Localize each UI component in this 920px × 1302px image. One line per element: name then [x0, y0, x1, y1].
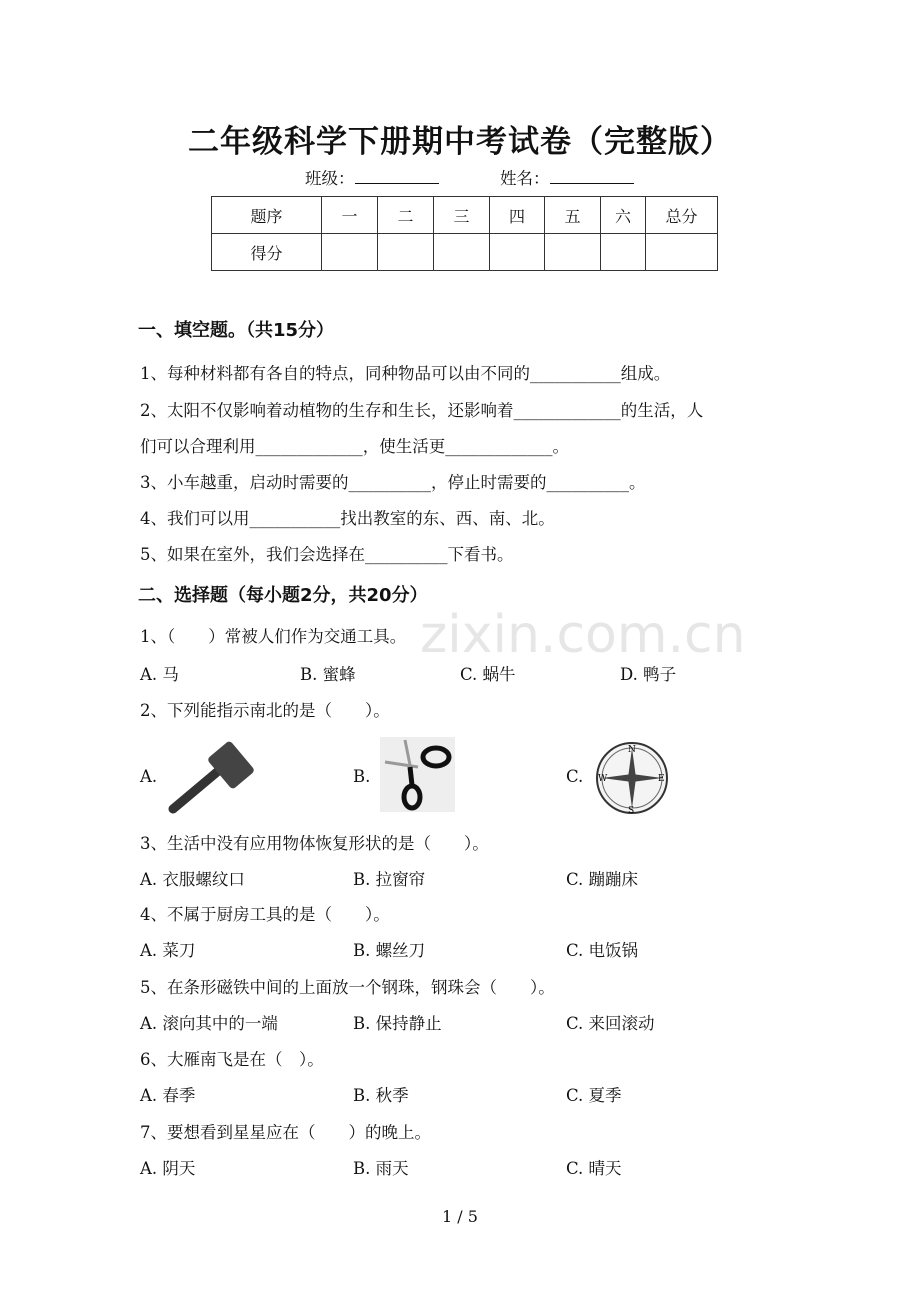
- option: B. 拉窗帘: [353, 870, 426, 889]
- question: 4、不属于厨房工具的是（ ）。: [140, 905, 390, 924]
- option: A.: [140, 767, 158, 786]
- table-header-cell: 六: [601, 197, 646, 234]
- option: B. 蜜蜂: [300, 665, 356, 684]
- option: C. 蜗牛: [460, 665, 516, 684]
- option: B.: [353, 767, 371, 786]
- option: C. 晴天: [566, 1159, 622, 1178]
- watermark: zixin.com.cn: [420, 605, 746, 665]
- question: 6、大雁南飞是在（ ）。: [140, 1050, 324, 1069]
- table-header-cell: 四: [490, 197, 545, 234]
- score-cell: [378, 234, 434, 271]
- fill-blank-question: 4、我们可以用___________找出教室的东、西、南、北。: [140, 509, 555, 528]
- option: B. 螺丝刀: [353, 941, 426, 960]
- question: 5、在条形磁铁中间的上面放一个钢珠，钢珠会（ ）。: [140, 978, 555, 997]
- score-cell: [322, 234, 378, 271]
- option: A. 衣服螺纹口: [140, 870, 245, 889]
- section-heading: 二、选择题（每小题2分，共20分）: [138, 585, 428, 606]
- hammer-image: [168, 737, 263, 819]
- score-cell: [490, 234, 545, 271]
- option: C. 来回滚动: [566, 1014, 655, 1033]
- score-table: [211, 196, 718, 271]
- page-number: 1 / 5: [442, 1207, 478, 1226]
- class-field: 班级：: [305, 169, 439, 189]
- option: A. 马: [140, 665, 179, 684]
- option: B. 秋季: [353, 1086, 409, 1105]
- option: A. 滚向其中的一端: [140, 1014, 278, 1033]
- svg-text:N: N: [628, 745, 636, 755]
- score-cell: [601, 234, 646, 271]
- svg-text:W: W: [598, 774, 608, 784]
- option: C.: [566, 767, 584, 786]
- table-header-cell: 题序: [212, 197, 322, 234]
- question: 3、生活中没有应用物体恢复形状的是（ ）。: [140, 834, 489, 853]
- name-field: 姓名：: [500, 169, 634, 189]
- table-header-cell: 五: [545, 197, 601, 234]
- page-title: 二年级科学下册期中考试卷（完整版）: [188, 124, 732, 160]
- svg-text:S: S: [628, 806, 635, 816]
- fill-blank-question: 5、如果在室外，我们会选择在__________下看书。: [140, 545, 514, 564]
- option: A. 春季: [140, 1086, 196, 1105]
- score-cell: [646, 234, 718, 271]
- fill-blank-question: 1、每种材料都有各自的特点，同种物品可以由不同的___________组成。: [140, 364, 671, 383]
- table-header-cell: 总分: [646, 197, 718, 234]
- question: 1、（ ）常被人们作为交通工具。: [140, 627, 407, 646]
- question: 7、要想看到星星应在（ ）的晚上。: [140, 1123, 431, 1142]
- option: C. 电饭锅: [566, 941, 639, 960]
- fill-blank-question: 3、小车越重，启动时需要的__________，停止时需要的__________。: [140, 473, 646, 492]
- option: C. 蹦蹦床: [566, 870, 639, 889]
- option: A. 菜刀: [140, 941, 196, 960]
- scissors-image: [380, 737, 455, 816]
- svg-text:E: E: [658, 774, 665, 784]
- table-header-cell: 三: [434, 197, 490, 234]
- option: B. 雨天: [353, 1159, 409, 1178]
- score-cell: [434, 234, 490, 271]
- fill-blank-question: 2、太阳不仅影响着动植物的生存和生长，还影响着_____________的生活，人: [140, 401, 704, 420]
- row-label: 得分: [212, 234, 322, 271]
- table-header-cell: 二: [378, 197, 434, 234]
- option: C. 夏季: [566, 1086, 622, 1105]
- score-cell: [545, 234, 601, 271]
- fill-blank-question: 们可以合理利用_____________，使生活更_____________。: [140, 437, 569, 456]
- compass-image: [594, 740, 670, 820]
- table-header-cell: 一: [322, 197, 378, 234]
- option: A. 阴天: [140, 1159, 196, 1178]
- question: 2、下列能指示南北的是（ ）。: [140, 701, 390, 720]
- section-heading: 一、填空题。（共15分）: [138, 320, 335, 341]
- option: B. 保持静止: [353, 1014, 442, 1033]
- option: D. 鸭子: [620, 665, 677, 684]
